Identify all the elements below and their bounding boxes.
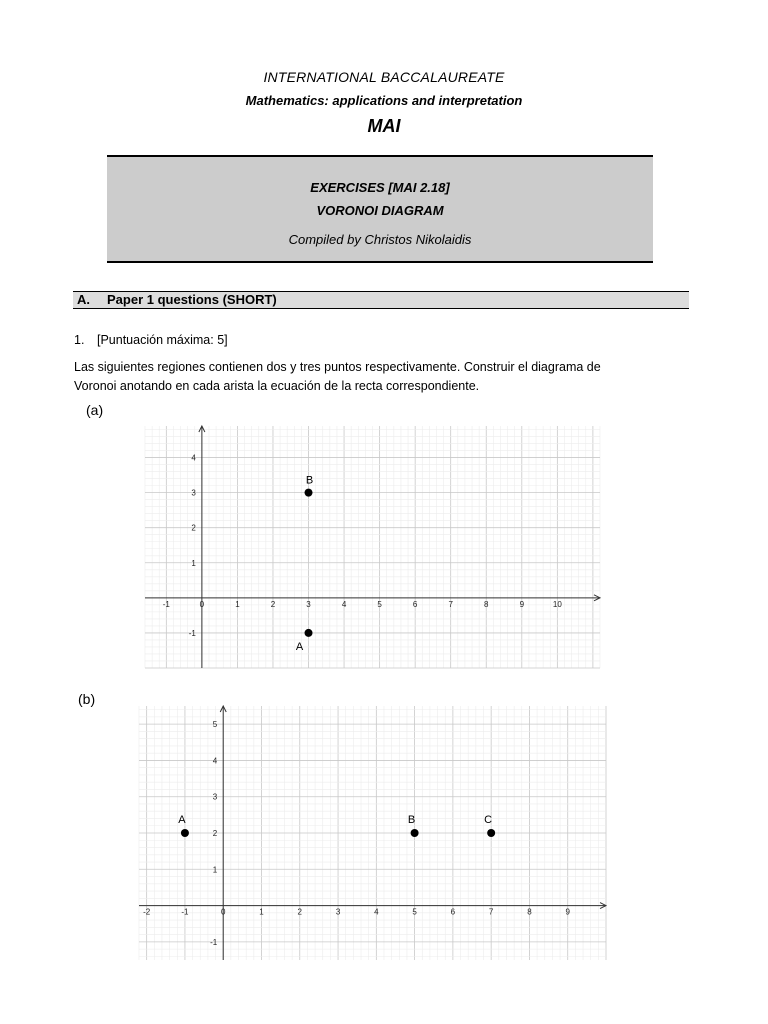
point-a: [181, 829, 189, 837]
header-course: Mathematics: applications and interpretation: [245, 93, 523, 108]
x-tick-label: 6: [412, 599, 418, 609]
point-label-b: B: [305, 474, 314, 487]
author-line: Compiled by Christos Nikolaidis: [288, 232, 472, 247]
y-tick-label: 2: [191, 523, 196, 533]
question-marks: [Puntuación máxima: 5]: [97, 333, 228, 347]
point-label-a: A: [295, 640, 304, 653]
x-tick-label: -1: [181, 907, 189, 917]
header-code: MAI: [367, 116, 401, 136]
point-b: [411, 829, 419, 837]
exercises-title: EXERCISES [MAI 2.18]: [310, 180, 450, 195]
part-a-label: (a): [86, 402, 104, 418]
x-tick-label: 9: [565, 907, 570, 917]
question-text-line1: Las siguientes regiones contienen dos y tres puntos respectivamente. Construir el diagrama de: [74, 360, 601, 374]
x-tick-label: 9: [519, 599, 525, 609]
y-tick-label: 3: [212, 792, 218, 802]
point-c: [487, 829, 495, 837]
y-tick-label: 4: [191, 453, 196, 463]
x-tick-label: 8: [484, 599, 489, 609]
x-tick-label: 0: [199, 599, 205, 609]
x-tick-label: 1: [235, 599, 240, 609]
part-b-label: (b): [78, 691, 96, 707]
y-tick-label: 4: [212, 756, 218, 766]
x-tick-label: 4: [341, 599, 347, 609]
y-tick-label: 3: [191, 488, 196, 498]
point-label-b: B: [407, 814, 416, 826]
x-tick-label: 7: [448, 599, 453, 609]
x-tick-label: 7: [488, 907, 494, 917]
x-tick-label: 1: [259, 907, 264, 917]
question-text-line2: Voronoi anotando en cada arista la ecuación de la recta correspondiente.: [74, 379, 480, 393]
x-tick-label: 6: [450, 907, 456, 917]
x-tick-label: 8: [527, 907, 532, 917]
x-tick-label: 5: [412, 907, 417, 917]
x-tick-label: 5: [377, 599, 382, 609]
y-tick-label: -1: [210, 937, 218, 947]
x-tick-label: 10: [552, 599, 562, 609]
x-tick-label: -1: [162, 599, 170, 609]
point-label-a: A: [178, 814, 186, 826]
x-tick-label: 3: [335, 907, 341, 917]
topic-title: VORONOI DIAGRAM: [316, 203, 444, 218]
y-tick-label: -1: [188, 628, 196, 638]
x-tick-label: 0: [220, 907, 226, 917]
x-tick-label: 4: [374, 907, 379, 917]
point-label-c: C: [484, 814, 493, 826]
header-institution: INTERNATIONAL BACCALAUREATE: [263, 69, 505, 85]
x-tick-label: -2: [143, 907, 151, 917]
question-number: 1.: [74, 333, 85, 347]
y-tick-label: 1: [191, 558, 196, 568]
y-tick-label: 2: [212, 829, 218, 838]
x-tick-label: 2: [270, 599, 276, 609]
y-tick-label: 1: [212, 865, 218, 875]
section-title: Paper 1 questions (SHORT): [107, 292, 277, 307]
x-tick-label: 3: [306, 599, 311, 609]
section-letter: A.: [77, 292, 90, 307]
x-tick-label: 2: [297, 907, 302, 917]
grid: [139, 706, 606, 960]
y-tick-label: 5: [212, 720, 218, 730]
